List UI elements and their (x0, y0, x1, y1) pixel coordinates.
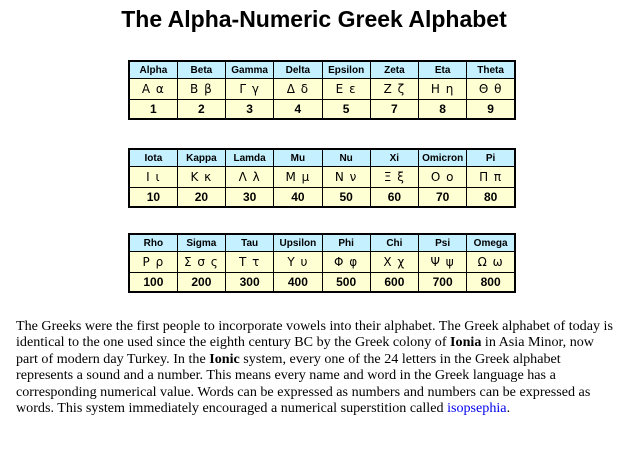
letter-name-cell: Mu (274, 149, 322, 167)
letter-name-cell: Xi (370, 149, 418, 167)
paragraph-text: system, every one of the 24 letters in the Greek alphabet represents a sound and a number. This means every name and word in the Greek language has a corresponding numerical value. Words can be expressed as numbers and numbers can be expressed as words. This system immediately encouraged a numerical superstition called (16, 350, 591, 417)
letter-name-cell: Chi (370, 234, 418, 252)
letter-name-cell: Alpha (129, 61, 177, 79)
ionia-bold: Ionia (450, 334, 482, 351)
page-title: The Alpha-Numeric Greek Alphabet (121, 6, 507, 32)
table-row (129, 100, 515, 120)
letter-name-cell: Pi (467, 149, 515, 167)
greek-letter-cell: Γ γ (226, 79, 274, 100)
numeric-value-cell: 60 (370, 188, 418, 208)
greek-letter-cell: Ξ ξ (370, 167, 418, 188)
letter-name-cell: Omicron (419, 149, 467, 167)
numeric-value-cell: 5 (322, 100, 370, 120)
letter-name-cell: Psi (419, 234, 467, 252)
numeric-value-cell: 50 (322, 188, 370, 208)
letter-name-cell: Delta (274, 61, 322, 79)
greek-table-2 (128, 148, 516, 208)
numeric-value-cell: 300 (226, 273, 274, 293)
greek-letter-cell: Α α (129, 79, 177, 100)
greek-letter-cell: Υ υ (274, 252, 322, 273)
letter-name-cell: Gamma (226, 61, 274, 79)
numeric-value-cell: 800 (467, 273, 515, 293)
greek-letter-cell: Ο ο (419, 167, 467, 188)
numeric-value-cell: 8 (419, 100, 467, 120)
greek-letter-cell: Τ τ (226, 252, 274, 273)
greek-letter-cell: Ε ε (322, 79, 370, 100)
greek-letter-cell: Χ χ (370, 252, 418, 273)
numeric-value-cell: 100 (129, 273, 177, 293)
numeric-value-cell: 400 (274, 273, 322, 293)
letter-name-cell: Iota (129, 149, 177, 167)
table-row (129, 234, 515, 252)
table-row (129, 149, 515, 167)
greek-letter-cell: Ρ ρ (129, 252, 177, 273)
paragraph-text: in Asia Minor, now part of modern day Turkey. In the (16, 334, 594, 367)
letter-name-cell: Phi (322, 234, 370, 252)
numeric-value-cell: 700 (419, 273, 467, 293)
numeric-value-cell: 7 (370, 100, 418, 120)
greek-letter-cell: Θ θ (467, 79, 515, 100)
letter-name-cell: Rho (129, 234, 177, 252)
greek-letter-cell: Ζ ζ (370, 79, 418, 100)
table-row (129, 252, 515, 273)
letter-name-cell: Sigma (177, 234, 225, 252)
numeric-value-cell: 600 (370, 273, 418, 293)
numeric-value-cell: 80 (467, 188, 515, 208)
table-row (129, 61, 515, 79)
table-body (129, 149, 515, 207)
numeric-value-cell: 1 (129, 100, 177, 120)
greek-letter-cell: Π π (467, 167, 515, 188)
greek-letter-cell: Β β (177, 79, 225, 100)
isopsephia-link[interactable]: isopsephia (447, 400, 507, 417)
numeric-value-cell: 500 (322, 273, 370, 293)
ionic-bold: Ionic (209, 350, 240, 367)
numeric-value-cell: 10 (129, 188, 177, 208)
numeric-value-cell: 200 (177, 273, 225, 293)
greek-letter-cell: Δ δ (274, 79, 322, 100)
greek-letter-cell: Ω ω (467, 252, 515, 273)
letter-name-cell: Kappa (177, 149, 225, 167)
greek-letter-cell: Η η (419, 79, 467, 100)
letter-name-cell: Tau (226, 234, 274, 252)
paragraph-text: . (506, 400, 511, 417)
table-row (129, 273, 515, 293)
greek-letter-cell: Ψ ψ (419, 252, 467, 273)
greek-table-1 (128, 60, 516, 120)
greek-letter-cell: Φ φ (322, 252, 370, 273)
numeric-value-cell: 20 (177, 188, 225, 208)
numeric-value-cell: 30 (226, 188, 274, 208)
numeric-value-cell: 2 (177, 100, 225, 120)
numeric-value-cell: 4 (274, 100, 322, 120)
numeric-value-cell: 40 (274, 188, 322, 208)
greek-letter-cell: Ν ν (322, 167, 370, 188)
table-row (129, 188, 515, 208)
table-row (129, 167, 515, 188)
numeric-value-cell: 70 (419, 188, 467, 208)
letter-name-cell: Upsilon (274, 234, 322, 252)
letter-name-cell: Nu (322, 149, 370, 167)
letter-name-cell: Beta (177, 61, 225, 79)
letter-name-cell: Lamda (226, 149, 274, 167)
letter-name-cell: Eta (419, 61, 467, 79)
numeric-value-cell: 3 (226, 100, 274, 120)
letter-name-cell: Omega (467, 234, 515, 252)
greek-letter-cell: Μ μ (274, 167, 322, 188)
table-body (129, 234, 515, 292)
letter-name-cell: Epsilon (322, 61, 370, 79)
greek-letter-cell: Λ λ (226, 167, 274, 188)
table-row (129, 79, 515, 100)
letter-name-cell: Theta (467, 61, 515, 79)
description-paragraph (16, 318, 616, 416)
paragraph-text: The Greeks were the first people to incorporate vowels into their alphabet. The Greek alphabet of today is identical to the one used since the eighth century BC by the Greek colony of (16, 318, 613, 351)
greek-letter-cell: Κ κ (177, 167, 225, 188)
greek-letter-cell: Σ σ ς (177, 252, 225, 273)
letter-name-cell: Zeta (370, 61, 418, 79)
greek-table-3 (128, 233, 516, 293)
table-body (129, 61, 515, 119)
numeric-value-cell: 9 (467, 100, 515, 120)
greek-letter-cell: Ι ι (129, 167, 177, 188)
